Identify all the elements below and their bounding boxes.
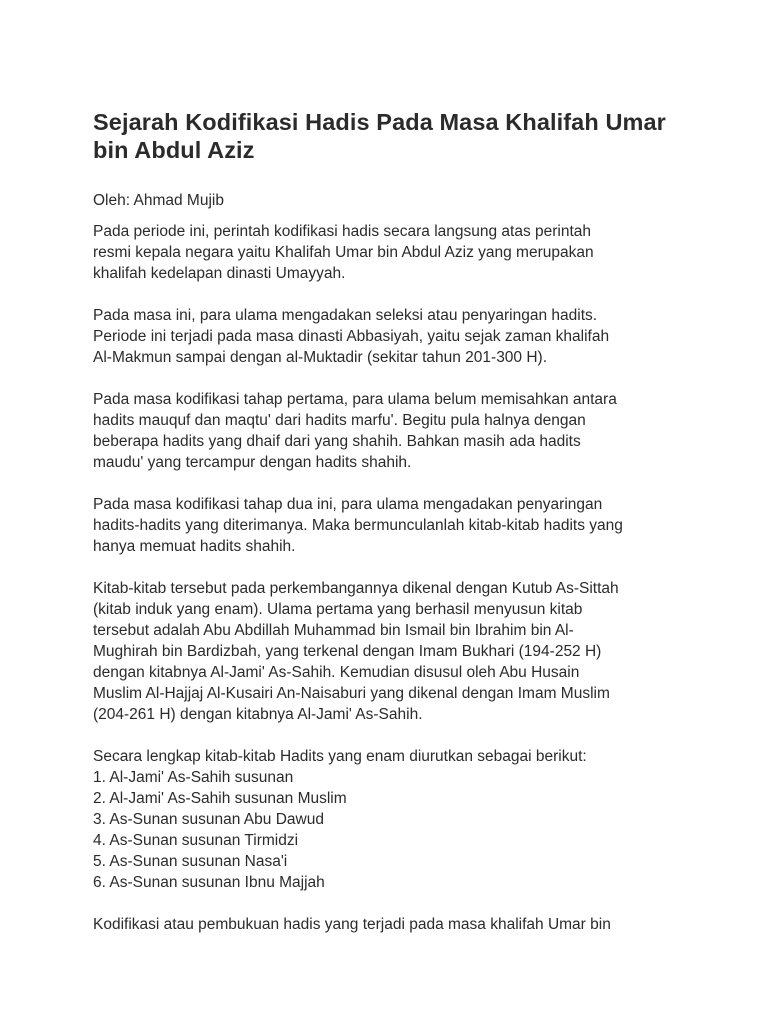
list-item: 4. As-Sunan susunan Tirmidzi [93,832,299,849]
text-line: resmi kepala negara yaitu Khalifah Umar bin Abdul Aziz yang merupakan [93,244,594,261]
text-line: Muslim Al-Hajjaj Al-Kusairi An-Naisaburi yang dikenal dengan Imam Muslim [93,685,610,702]
paragraph-2 [93,305,683,368]
author-byline: Oleh: Ahmad Mujib [93,192,224,209]
text-line: hanya memuat hadits shahih. [93,538,296,555]
text-line: (kitab induk yang enam). Ulama pertama yang berhasil menyusun kitab [93,601,583,618]
kitab-list [93,767,683,893]
text-line: Pada masa kodifikasi tahap pertama, para ulama belum memisahkan antara [93,391,617,408]
text-line: Al-Makmun sampai dengan al-Muktadir (sekitar tahun 201-300 H). [93,349,548,366]
text-line: dengan kitabnya Al-Jami' As-Sahih. Kemudian disusul oleh Abu Husain [93,664,580,681]
text-line: Periode ini terjadi pada masa dinasti Abbasiyah, yaitu sejak zaman khalifah [93,328,610,345]
list-item: 6. As-Sunan susunan Ibnu Majjah [93,874,325,891]
text-line: hadits mauquf dan maqtu' dari hadits marfu'. Begitu pula halnya dengan [93,412,586,429]
text-line: tersebut adalah Abu Abdillah Muhammad bin Ismail bin Ibrahim bin Al- [93,622,574,639]
title-line: bin Abdul Aziz [93,137,255,163]
document-page [93,108,683,956]
text-line: khalifah kedelapan dinasti Umayyah. [93,265,346,282]
closing-paragraph: Kodifikasi atau pembukuan hadis yang terjadi pada masa khalifah Umar bin [93,916,611,933]
paragraph-4 [93,494,683,557]
text-line: (204-261 H) dengan kitabnya Al-Jami' As-Sahih. [93,706,423,723]
title-line: Sejarah Kodifikasi Hadis Pada Masa Khalifah Umar [93,109,666,135]
paragraph-1 [93,221,683,284]
text-line: maudu' yang tercampur dengan hadits shahih. [93,454,412,471]
paragraph-3 [93,389,683,473]
text-line: Kitab-kitab tersebut pada perkembangannya dikenal dengan Kutub As-Sittah [93,580,619,597]
list-item: 3. As-Sunan susunan Abu Dawud [93,811,324,828]
list-intro: Secara lengkap kitab-kitab Hadits yang enam diurutkan sebagai berikut: [93,748,587,765]
text-line: Pada periode ini, perintah kodifikasi hadis secara langsung atas perintah [93,223,592,240]
text-line: Pada masa kodifikasi tahap dua ini, para ulama mengadakan penyaringan [93,496,603,513]
text-line: Pada masa ini, para ulama mengadakan seleksi atau penyaringan hadits. [93,307,598,324]
text-line: beberapa hadits yang dhaif dari yang shahih. Bahkan masih ada hadits [93,433,581,450]
document-title [93,108,683,164]
list-item: 5. As-Sunan susunan Nasa'i [93,853,288,870]
text-line: hadits-hadits yang diterimanya. Maka bermunculanlah kitab-kitab hadits yang [93,517,623,534]
paragraph-5 [93,578,683,725]
list-item: 1. Al-Jami' As-Sahih susunan [93,769,294,786]
text-line: Mughirah bin Bardizbah, yang terkenal dengan Imam Bukhari (194-252 H) [93,643,602,660]
list-item: 2. Al-Jami' As-Sahih susunan Muslim [93,790,347,807]
